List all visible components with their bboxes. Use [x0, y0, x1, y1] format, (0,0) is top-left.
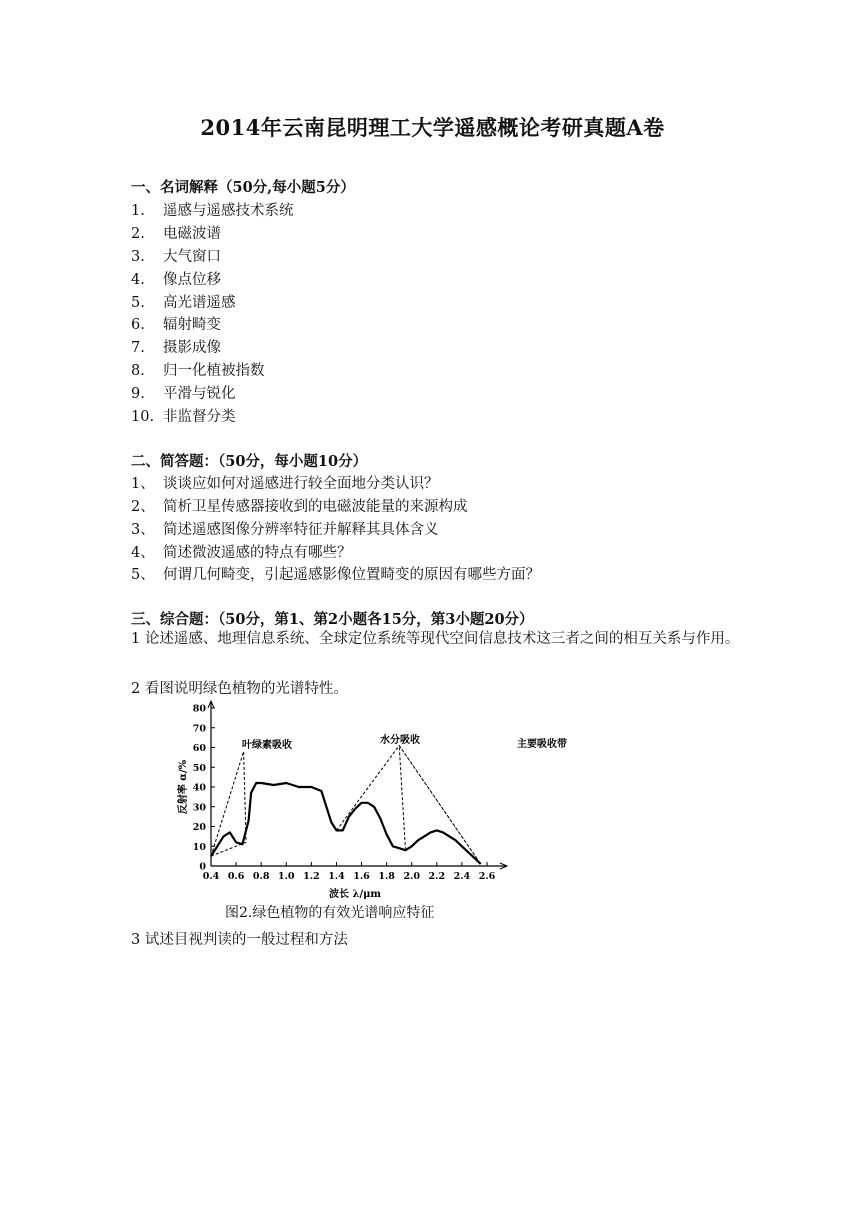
item-text: 遥感与遥感技术系统 [163, 203, 294, 219]
x-tick-label: 1.2 [303, 871, 320, 882]
chart-series [211, 746, 481, 865]
item-text: 像点位移 [163, 272, 221, 288]
list-item [131, 495, 468, 516]
figure-caption: 图2.绿色植物的有效光谱响应特征 [225, 905, 435, 921]
y-tick-label: 50 [192, 762, 206, 774]
list-item [131, 382, 236, 403]
item-number: 5、 [131, 567, 155, 583]
y-axis-label: 反射率 α/% [178, 759, 189, 815]
item-text: 摄影成像 [163, 340, 221, 356]
item-number: 1. [131, 203, 145, 219]
x-tick-label: 2.0 [403, 871, 420, 882]
chart-ticks [193, 704, 496, 883]
annotation-water: 水分吸收 [380, 735, 420, 746]
list-item [131, 268, 221, 289]
list-item [131, 199, 294, 220]
item-number: 10. [131, 409, 155, 425]
list-item [131, 222, 221, 243]
section1-heading: 一、名词解释（50分,每小题5分） [131, 179, 355, 196]
item-number: 9. [131, 386, 145, 402]
list-item [131, 541, 352, 562]
item-number: 7. [131, 340, 145, 356]
y-tick-label: 70 [192, 723, 206, 735]
item-text: 高光谱遥感 [163, 295, 236, 311]
y-tick-label: 10 [192, 841, 206, 853]
item-text: 非监督分类 [163, 409, 236, 425]
list-item [131, 405, 236, 426]
x-tick-label: 1.6 [353, 871, 370, 882]
item-text: 何谓几何畸变，引起遥感影像位置畸变的原因有哪些方面？ [163, 567, 540, 583]
y-tick-label: 30 [192, 802, 206, 814]
item-number: 6. [131, 317, 145, 333]
series-reflectance [211, 783, 481, 864]
section2-heading: 二、简答题：（50分，每小题10分） [131, 453, 368, 470]
list-item [131, 472, 439, 493]
item-text: 辐射畸变 [163, 317, 221, 333]
item-text: 简述遥感图像分辨率特征并解释其具体含义 [163, 522, 439, 538]
item-number: 8. [131, 363, 145, 379]
list-item [131, 291, 236, 312]
x-tick-label: 2.4 [453, 871, 471, 882]
question-2: 2 看图说明绿色植物的光谱特性。 [131, 681, 348, 697]
list-item [131, 313, 221, 334]
spectral-response-chart [170, 698, 567, 902]
item-text: 简析卫星传感器接收到的电磁波能量的来源构成 [163, 499, 468, 515]
x-tick-label: 0.6 [227, 871, 245, 882]
x-tick-label: 1.0 [278, 871, 295, 882]
list-item [131, 336, 221, 357]
list-item [131, 518, 439, 539]
x-tick-label: 1.8 [378, 871, 395, 882]
y-tick-label: 80 [192, 703, 206, 715]
y-tick-label: 60 [192, 743, 206, 754]
item-number: 4、 [131, 545, 155, 561]
list-item [131, 563, 540, 584]
question-1: 1 论述遥感、地理信息系统、全球定位系统等现代空间信息技术这三者之间的相互关系与作用。 [131, 631, 740, 647]
item-number: 3、 [131, 522, 155, 538]
list-item [131, 245, 221, 266]
item-number: 5. [131, 295, 145, 311]
item-number: 2. [131, 226, 145, 242]
series-chlorophyll-envelope [211, 752, 246, 857]
y-tick-label: 20 [192, 822, 206, 833]
item-text: 电磁波谱 [163, 226, 221, 242]
item-number: 4. [131, 272, 145, 288]
y-tick-label: 0 [199, 861, 206, 873]
annotation-chlorophyll: 叶绿素吸收 [242, 740, 292, 751]
y-tick-label: 40 [192, 782, 206, 794]
page-title: 2014年云南昆明理工大学遥感概论考研真题A卷 [200, 115, 665, 140]
section3-heading: 三、综合题：（50分，第1、第2小题各15分，第3小题20分） [131, 611, 534, 628]
item-number: 1、 [131, 476, 155, 492]
x-tick-label: 0.8 [252, 871, 270, 882]
item-text: 大气窗口 [163, 249, 221, 265]
chart-axes [208, 701, 507, 869]
item-text: 简述微波遥感的特点有哪些？ [163, 545, 352, 561]
x-axis-label: 波长 λ/μm [328, 889, 382, 900]
question-3: 3 试述目视判读的一般过程和方法 [131, 932, 348, 948]
x-tick-label: 1.4 [328, 871, 345, 882]
item-text: 归一化植被指数 [163, 363, 265, 379]
item-text: 谈谈应如何对遥感进行较全面地分类认识？ [163, 476, 439, 492]
x-tick-label: 2.6 [478, 871, 496, 882]
item-number: 3. [131, 249, 145, 265]
list-item [131, 359, 265, 380]
annotation-main-band: 主要吸收带 [517, 739, 567, 750]
x-tick-label: 0.4 [202, 871, 220, 882]
item-text: 平滑与锐化 [163, 386, 236, 402]
item-number: 2、 [131, 499, 155, 515]
x-tick-label: 2.2 [428, 871, 446, 882]
